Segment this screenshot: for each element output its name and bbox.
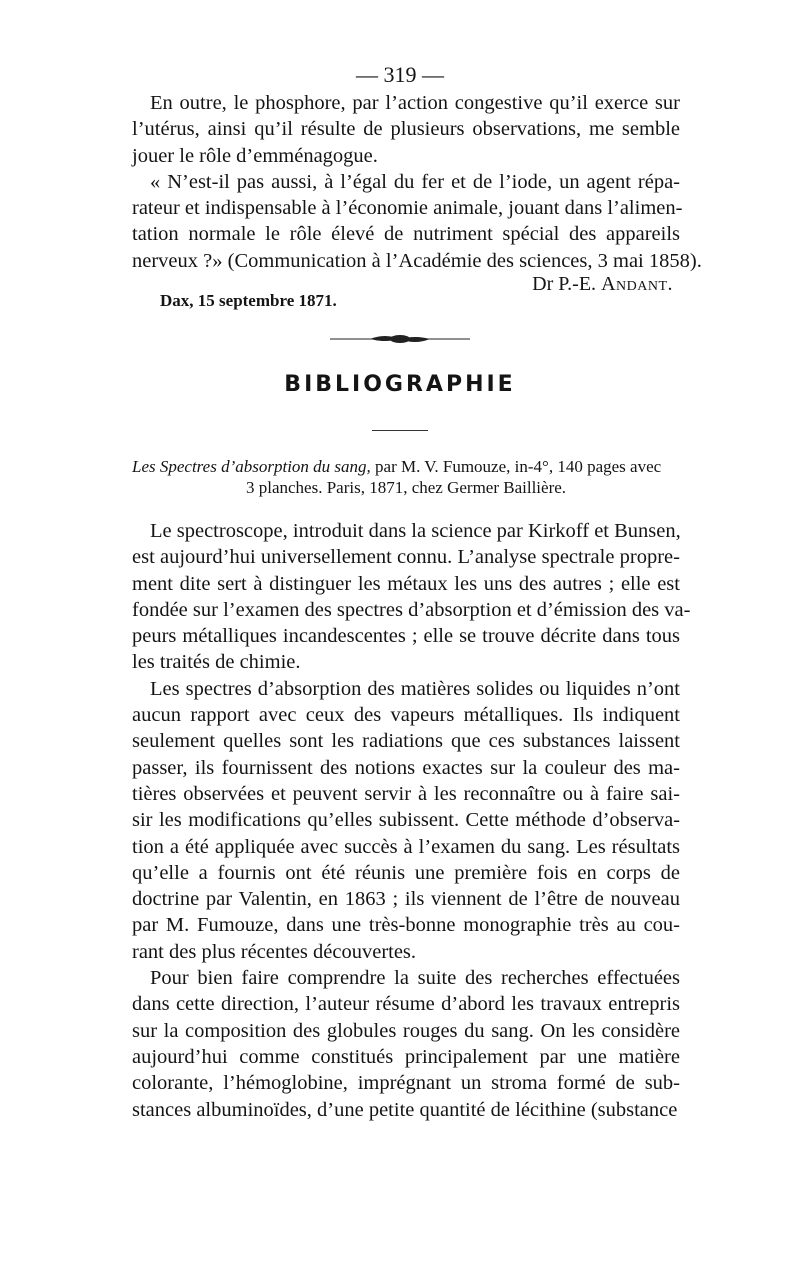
reference-line: 3 planches. Paris, 1871, chez Germer Baillière. (245, 478, 567, 497)
text-line: Le spectroscope, introduit dans la science par Kirkoff et Bunsen, (150, 520, 681, 542)
text-line: qu’elle a fournis ont été réunis une première fois en corps de (132, 861, 680, 884)
reference-details: par M. V. Fumouze, in-4°, 140 pages avec (375, 457, 662, 476)
text-line: Pour bien faire comprendre la suite des recherches effectuées (150, 967, 680, 990)
text-line: passer, ils fournissent des notions exactes sur la couleur des ma- (132, 756, 680, 779)
text-line: doctrine par Valentin, en 1863 ; ils viennent de l’être de nouveau (132, 888, 680, 911)
text-line: fondée sur l’examen des spectres d’absorption et d’émission des va- (132, 598, 691, 621)
text-line: jouer le rôle d’emménagogue. (132, 144, 378, 167)
text-line: les traités de chimie. (132, 651, 301, 674)
text-line: sir les modifications qu’elles subissent. Cette méthode d’observa- (132, 809, 680, 832)
bibliographic-reference (132, 456, 680, 498)
text-line: En outre, le phosphore, par l’action congestive qu’il exerce sur (150, 92, 680, 114)
dateline: Dax, 15 septembre 1871. (160, 291, 337, 310)
text-line: aujourd’hui comme constitués principalement par une matière (132, 1045, 680, 1068)
text-line: seulement quelles sont les radiations que ces substances laissent (132, 730, 680, 753)
text-line: aucun rapport avec ceux des vapeurs métalliques. Ils indiquent (132, 704, 680, 727)
text-line: stances albuminoïdes, d’une petite quantité de lécithine (substance (132, 1098, 678, 1121)
ornament-divider (330, 332, 470, 346)
reference-title: Les Spectres d’absorption du sang, (132, 457, 371, 476)
text-line: par M. Fumouze, dans une très-bonne monographie très au cou- (132, 914, 680, 937)
text-line: rateur et indispensable à l’économie animale, jouant dans l’alimen- (132, 197, 683, 220)
text-line: sur la composition des globules rouges du sang. On les considère (132, 1019, 680, 1042)
text-line: l’utérus, ainsi qu’il résulte de plusieurs observations, me semble (132, 118, 680, 141)
body-text (132, 518, 691, 1123)
text-line: peurs métalliques incandescentes ; elle se trouve décrite dans tous (132, 625, 680, 648)
text-line: est aujourd’hui universellement connu. L’analyse spectrale propre- (132, 546, 680, 569)
text-line: Les spectres d’absorption des matières solides ou liquides n’ont (150, 677, 680, 700)
text-line: tières observées et peuvent servir à les reconnaître ou à faire sai- (132, 782, 680, 805)
text-line: ment dite sert à distinguer les métaux les uns des autres ; elle est (132, 572, 680, 595)
text-line: nerveux ?» (Communication à l’Académie des sciences, 3 mai 1858). (132, 249, 702, 272)
intro-text (132, 90, 702, 274)
text-line: « N’est-il pas aussi, à l’égal du fer et de l’iode, un agent répa- (150, 170, 680, 193)
text-line: tion a été appliquée avec succès à l’examen du sang. Les résultats (132, 835, 680, 858)
page-number: — 319 — (356, 62, 444, 87)
signature-name: Andant. (601, 273, 673, 295)
section-rule (372, 430, 428, 431)
text-line: tation normale le rôle élevé de nutriment spécial des appareils (132, 223, 680, 246)
reference-line (132, 456, 680, 477)
text-line: dans cette direction, l’auteur résume d’abord les travaux entrepris (132, 993, 680, 1016)
section-title: BIBLIOGRAPHIE (284, 372, 516, 397)
signature-title: Dr P.-E. (532, 273, 597, 295)
text-line: colorante, l’hémoglobine, imprégnant un stroma formé de sub- (132, 1072, 680, 1095)
text-line: rant des plus récentes découvertes. (132, 940, 417, 963)
